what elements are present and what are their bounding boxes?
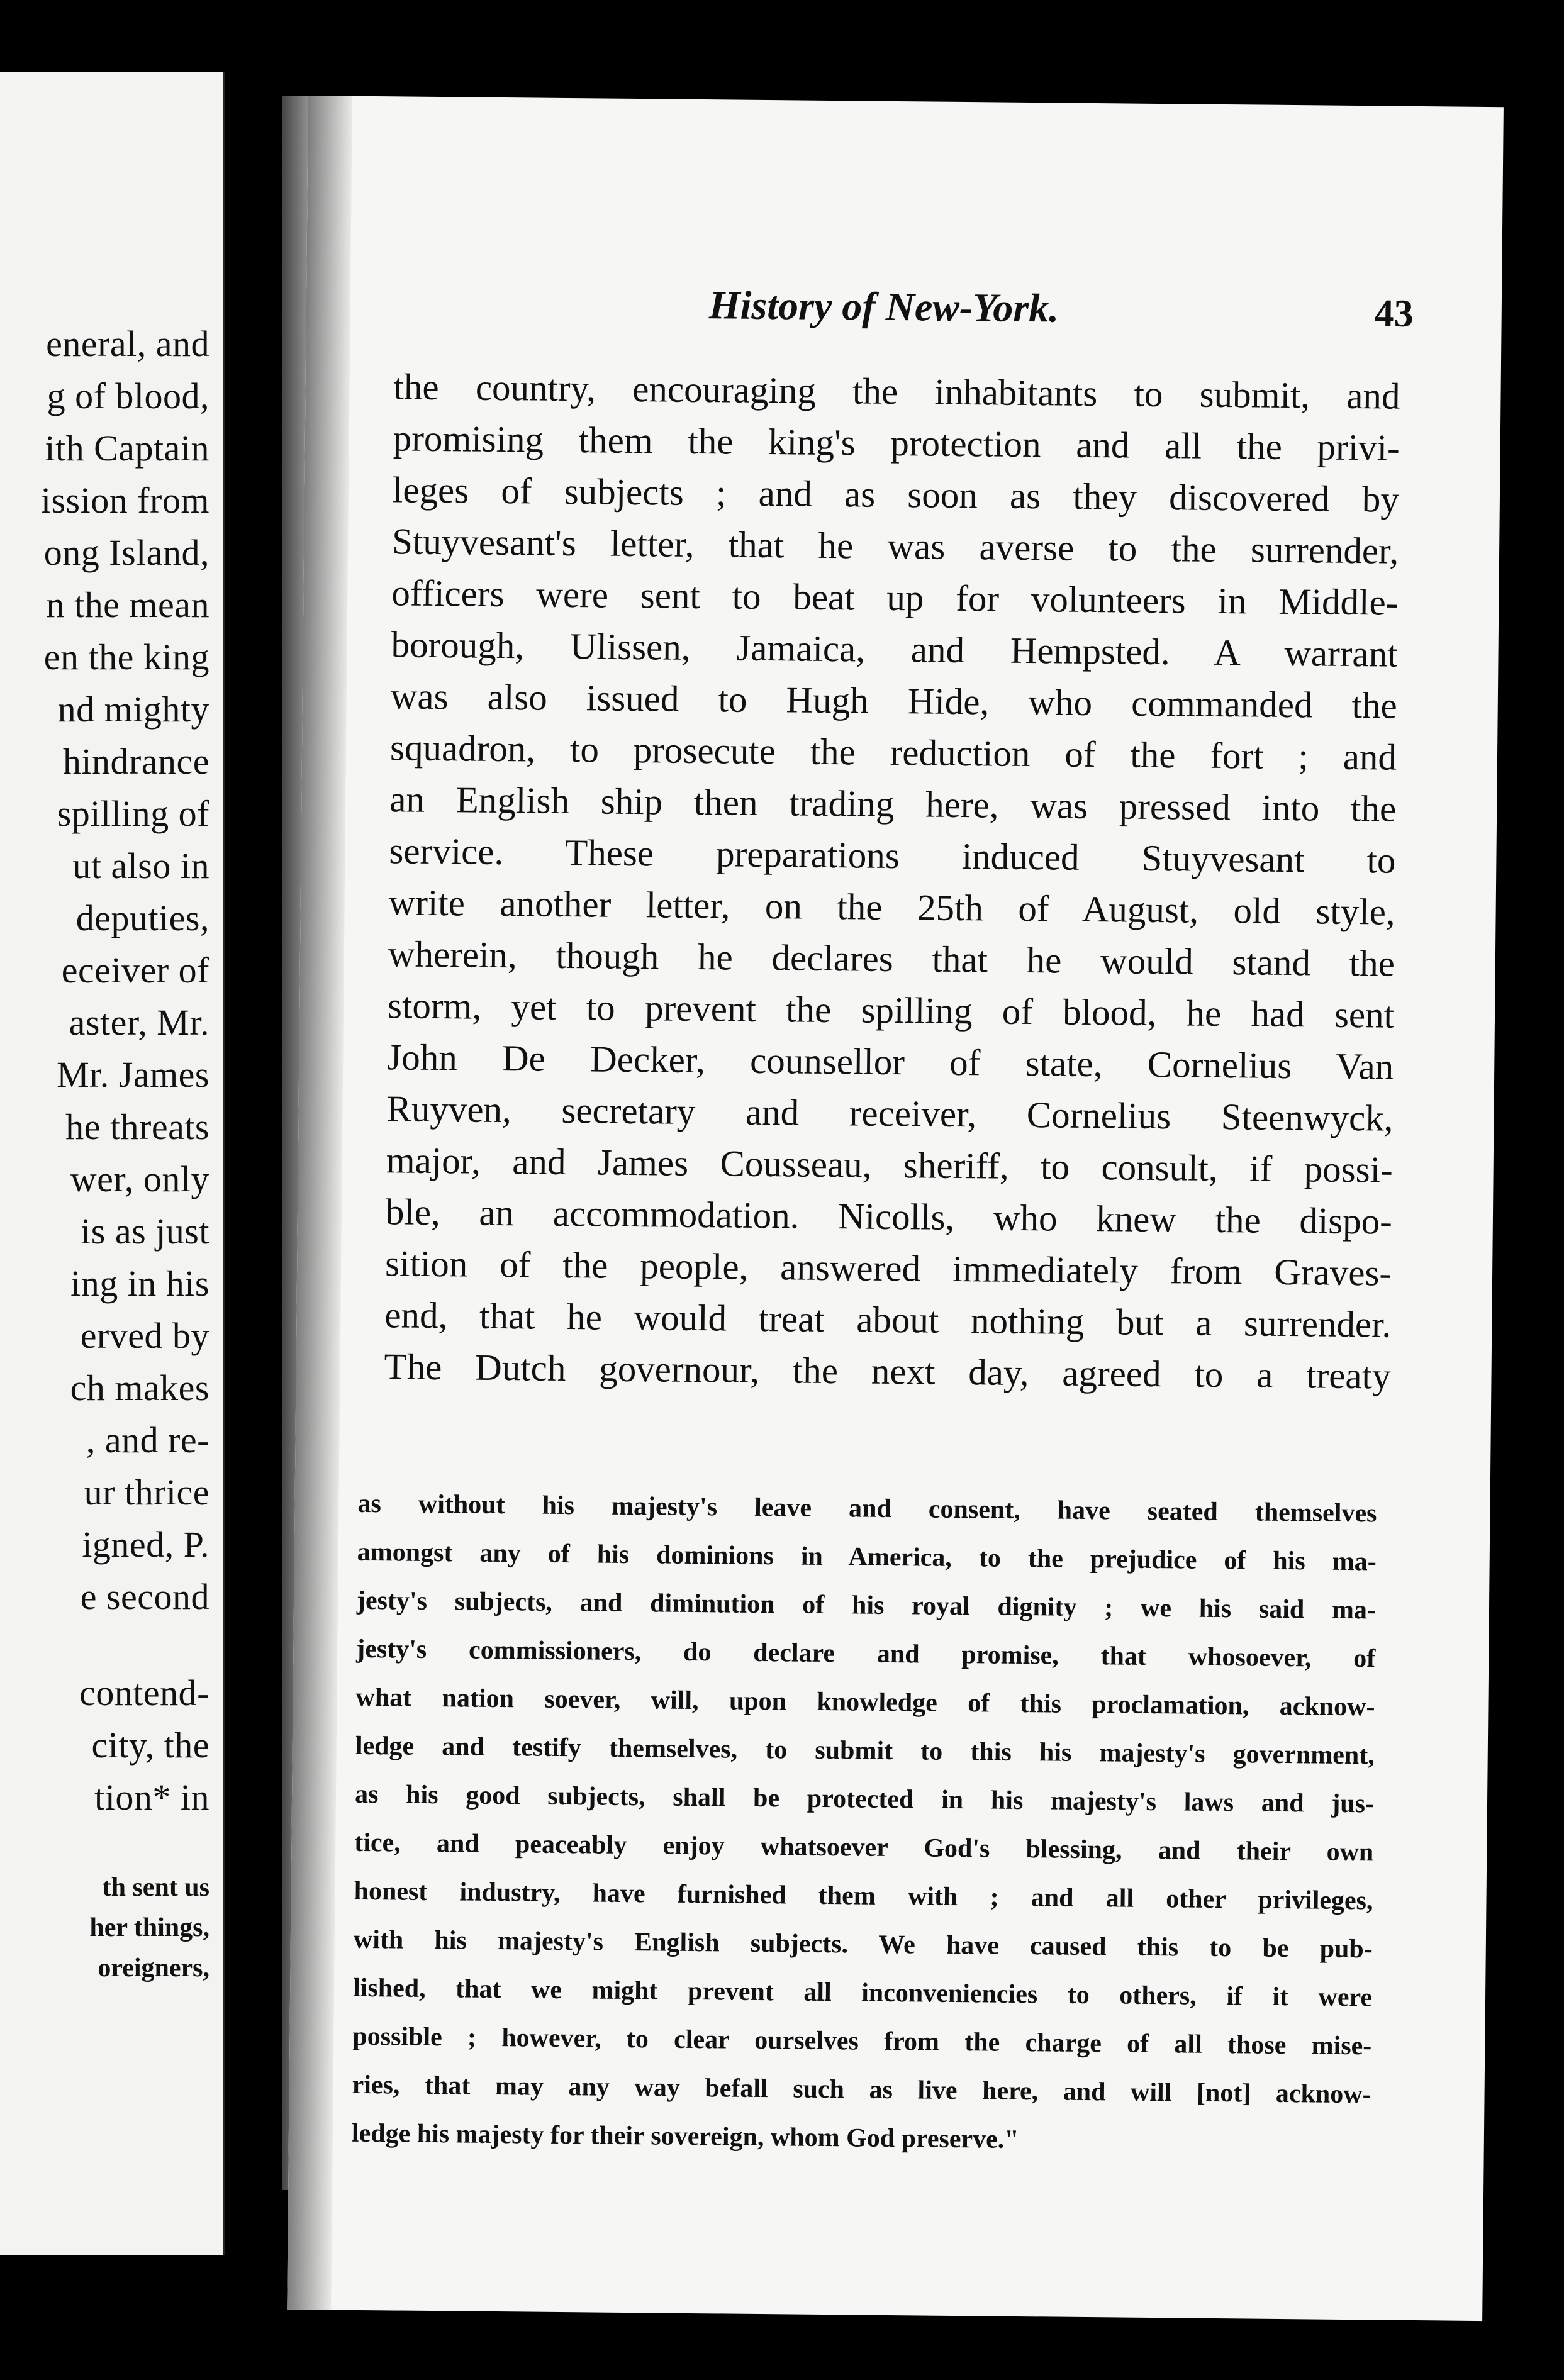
body-text bbox=[384, 360, 1400, 1401]
body-line: wherein, though he declares that he would stand the bbox=[388, 933, 1395, 984]
left-page-line: , and re- bbox=[86, 1420, 209, 1460]
body-line: sition of the people, answered immediately from Graves- bbox=[384, 1242, 1392, 1294]
body-line: storm, yet to prevent the spilling of blood, he had sent bbox=[387, 984, 1395, 1036]
left-page-line: aster, Mr. bbox=[69, 1002, 209, 1043]
body-line: promising them the king's protection and all the privi- bbox=[393, 417, 1400, 469]
left-page-line: nd mighty bbox=[57, 689, 209, 730]
left-page-line: he threats bbox=[65, 1106, 209, 1147]
left-footnote-line: oreigners, bbox=[98, 1954, 209, 1982]
left-page-line: ut also in bbox=[72, 845, 209, 886]
footnote-line: tice, and peaceably enjoy whatsoever God's blessing, and their own bbox=[354, 1828, 1374, 1867]
footnote-line: possible ; however, to clear ourselves from the charge of all those mise- bbox=[352, 2021, 1372, 2061]
left-footnote-line: th sent us bbox=[102, 1873, 209, 1902]
left-page-text bbox=[0, 318, 209, 1988]
footnote-line: ries, that may any way befall such as live here, and will [not] acknow- bbox=[352, 2070, 1371, 2110]
body-line: leges of subjects ; and as soon as they discovered by bbox=[392, 469, 1400, 520]
body-line: The Dutch governour, the next day, agreed to a treaty bbox=[384, 1345, 1391, 1397]
body-line: ble, an accommodation. Nicolls, who knew the dispo- bbox=[385, 1191, 1393, 1242]
body-line: the country, encouraging the inhabitants to submit, and bbox=[393, 365, 1400, 417]
body-line: Ruyven, secretary and receiver, Cornelius Steenwyck, bbox=[386, 1087, 1394, 1139]
left-footnote-line: her things, bbox=[89, 1913, 209, 1942]
body-line: officers were sent to beat up for volunteers in Middle- bbox=[391, 572, 1399, 623]
left-page-line: erved by bbox=[80, 1315, 209, 1356]
left-page-line: eneral, and bbox=[46, 323, 209, 364]
left-page-line: city, the bbox=[91, 1725, 209, 1766]
footnote-line: jesty's commissioners, do declare and promise, that whosoever, of bbox=[356, 1634, 1376, 1674]
left-page-line: ur thrice bbox=[84, 1472, 209, 1513]
body-line: Stuyvesant's letter, that he was averse to the surrender, bbox=[391, 520, 1399, 572]
left-page-line: ith Captain bbox=[45, 428, 209, 469]
left-page-line: eceiver of bbox=[61, 950, 209, 991]
left-page-line: tion* in bbox=[94, 1777, 209, 1818]
left-page-line: ing in his bbox=[70, 1263, 209, 1304]
left-page-line: en the king bbox=[43, 637, 209, 677]
running-head: History of New-York. bbox=[708, 282, 1059, 331]
left-page-line: spilling of bbox=[57, 793, 209, 834]
left-page-line: wer, only bbox=[70, 1159, 209, 1199]
body-line: write another letter, on the 25th of August, old style, bbox=[388, 881, 1395, 933]
left-page bbox=[0, 72, 225, 2255]
body-line: end, that he would treat about nothing but a surrender. bbox=[384, 1294, 1392, 1345]
body-line: John De Decker, counsellor of state, Cornelius Van bbox=[387, 1036, 1394, 1087]
body-line: major, and James Cousseau, sheriff, to consult, if possi- bbox=[386, 1139, 1394, 1191]
footnote bbox=[352, 1480, 1377, 2168]
page-number: 43 bbox=[1374, 292, 1414, 335]
left-page-line: n the mean bbox=[46, 584, 209, 625]
body-line: an English ship then trading here, was pressed into the bbox=[389, 778, 1397, 830]
footnote-line: what nation soever, will, upon knowledge of this proclamation, acknow- bbox=[355, 1682, 1375, 1722]
footnote-line: ledge and testify themselves, to submit to this his majesty's government, bbox=[355, 1731, 1375, 1771]
left-page-line: ong Island, bbox=[43, 532, 209, 573]
left-page-line: e second bbox=[80, 1576, 209, 1617]
left-page-line: ch makes bbox=[70, 1367, 209, 1408]
body-line: was also issued to Hugh Hide, who commanded the bbox=[390, 675, 1398, 726]
footnote-line: ledge his majesty for their sovereign, whom God preserve." bbox=[351, 2118, 1019, 2154]
body-line: borough, Ulissen, Jamaica, and Hempsted. A warrant bbox=[391, 623, 1398, 675]
footnote-line: as without his majesty's leave and consent, have seated themselves bbox=[357, 1489, 1377, 1528]
footnote-line: jesty's subjects, and diminution of his royal dignity ; we his said ma- bbox=[356, 1586, 1377, 1625]
left-page-line: is as just bbox=[81, 1211, 209, 1252]
left-page-line: deputies, bbox=[75, 898, 209, 938]
body-line: service. These preparations induced Stuyvesant to bbox=[389, 830, 1396, 881]
right-page bbox=[287, 96, 1504, 2321]
footnote-line: lished, that we might prevent all inconveniencies to others, if it were bbox=[352, 1973, 1373, 2013]
left-page-line: g of blood, bbox=[47, 375, 209, 416]
footnote-line: honest industry, have furnished them with ; and all other privileges, bbox=[354, 1876, 1373, 1916]
left-page-line: ission from bbox=[40, 480, 209, 521]
left-page-line: hindrance bbox=[62, 741, 209, 782]
footnote-line: as his good subjects, shall be protected in his majesty's laws and jus- bbox=[354, 1779, 1375, 1819]
body-line: squadron, to prosecute the reduction of the fort ; and bbox=[389, 726, 1397, 778]
left-page-line: igned, P. bbox=[82, 1524, 209, 1565]
left-page-line: contend- bbox=[79, 1672, 209, 1713]
footnote-line: amongst any of his dominions in America, to the prejudice of his ma- bbox=[357, 1537, 1377, 1577]
footnote-line: with his majesty's English subjects. We have caused this to be pub- bbox=[353, 1925, 1373, 1964]
left-page-line: Mr. James bbox=[57, 1054, 209, 1095]
